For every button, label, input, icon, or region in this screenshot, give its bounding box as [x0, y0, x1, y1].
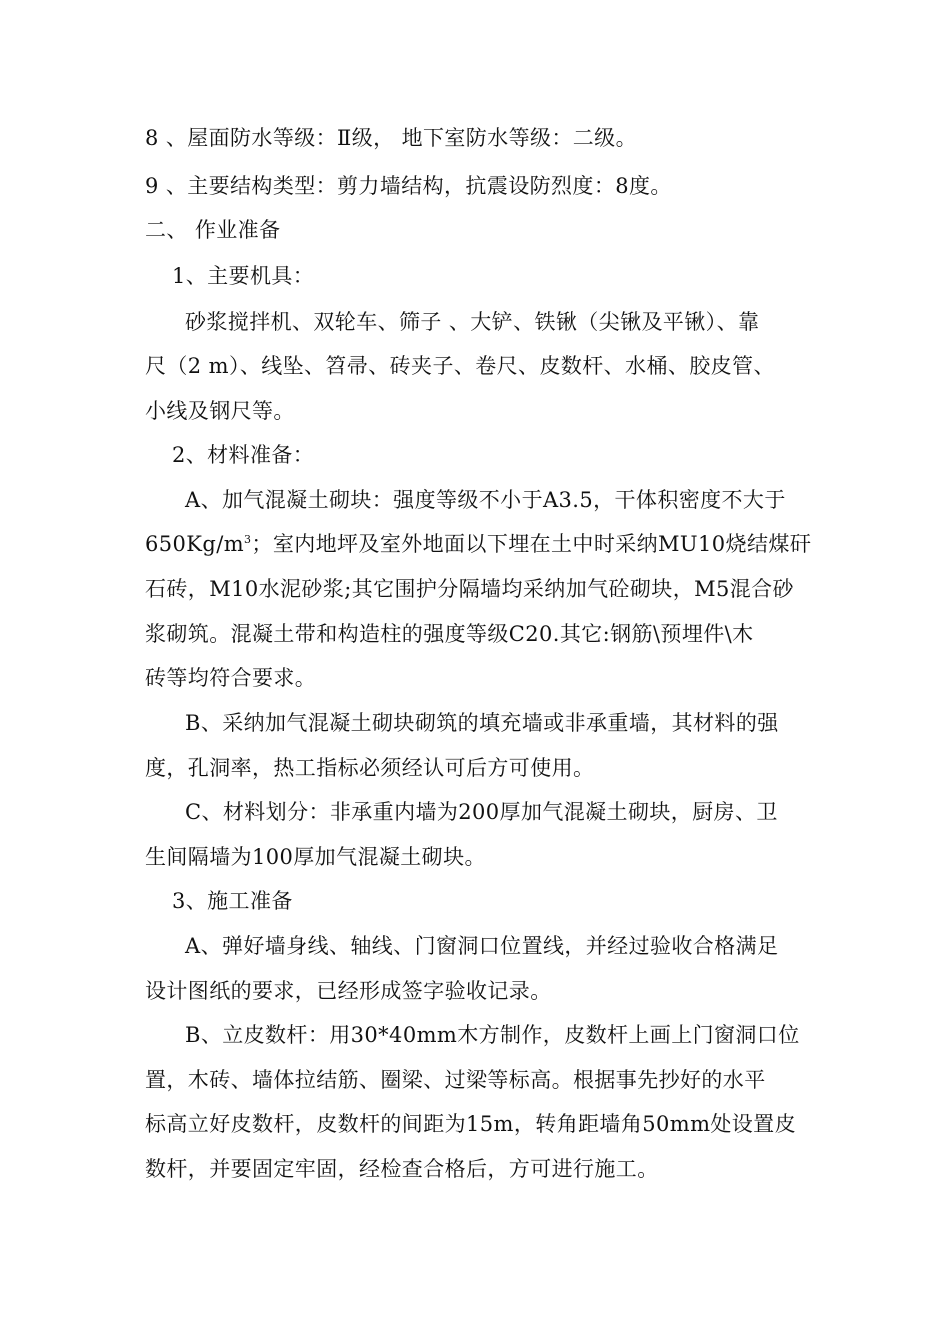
paragraph-materials-a-line-5: 砖等均符合要求。 — [145, 666, 317, 690]
paragraph-materials-c-line-2: 生间隔墙为100厚加气混凝土砌块。 — [145, 845, 486, 869]
paragraph-materials-c-line-1: C、材料划分：非承重内墙为200厚加气混凝土砌块，厨房、卫 — [185, 800, 778, 824]
paragraph-materials-a-line-1: A、加气混凝土砌块：强度等级不小于A3.5，干体积密度不大于 — [185, 488, 786, 512]
paragraph-materials-a-line-2 — [145, 530, 815, 558]
paragraph-prep-b-line-4: 数杆，并要固定牢固，经检查合格后，方可进行施工。 — [145, 1157, 659, 1181]
density-unit-text: 650Kg/m — [145, 532, 245, 556]
paragraph-tools-line-2: 尺（2 m）、线坠、笤帚、砖夹子、卷尺、皮数杆、水桶、胶皮管、 — [145, 354, 775, 378]
paragraph-materials-b-line-1: B、采纳加气混凝土砌块砌筑的填充墙或非承重墙，其材料的强 — [185, 711, 779, 735]
paragraph-prep-b-line-2: 置，木砖、墙体拉结筋、圈梁、过梁等标高。根据事先抄好的水平 — [145, 1068, 766, 1092]
paragraph-prep-b-line-3: 标高立好皮数杆，皮数杆的间距为15m，转角距墙角50mm处设置皮 — [145, 1112, 796, 1136]
paragraph-materials-a-line-4: 浆砌筑。混凝土带和构造柱的强度等级C20.其它:钢筋\预埋件\木 — [145, 622, 754, 646]
subheading-main-tools: 1、主要机具： — [172, 264, 315, 288]
paragraph-materials-b-line-2: 度，孔洞率，热工指标必须经认可后方可使用。 — [145, 756, 595, 780]
text-line-structure-type: 9 、主要结构类型：剪力墙结构，抗震设防烈度：8度。 — [145, 174, 672, 198]
paragraph-prep-a-line-1: A、弹好墙身线、轴线、门窗洞口位置线，并经过验收合格满足 — [185, 934, 779, 958]
paragraph-tools-line-1: 砂浆搅拌机、双轮车、筛子 、大铲、铁锹（尖锹及平锹）、靠 — [185, 310, 760, 334]
paragraph-materials-a-line-3: 石砖，M10水泥砂浆;其它围护分隔墙均采纳加气砼砌块，M5混合砂 — [145, 577, 794, 601]
section-heading-preparation: 二、 作业准备 — [145, 218, 281, 242]
subheading-construction-prep: 3、施工准备 — [172, 889, 293, 913]
paragraph-tools-line-3: 小线及钢尺等。 — [145, 399, 295, 423]
text-line-roof-waterproof: 8 、屋面防水等级：Ⅱ级， 地下室防水等级：二级。 — [145, 126, 637, 150]
superscript-3: 3 — [244, 533, 252, 546]
paragraph-materials-a-line-2-rest: ；室内地坪及室外地面以下埋在土中时采纳MU10烧结煤矸 — [251, 532, 812, 556]
paragraph-prep-a-line-2: 设计图纸的要求，已经形成签字验收记录。 — [145, 979, 552, 1003]
subheading-materials: 2、材料准备： — [172, 443, 315, 467]
paragraph-prep-b-line-1: B、立皮数杆：用30*40mm木方制作，皮数杆上画上门窗洞口位 — [185, 1023, 800, 1047]
